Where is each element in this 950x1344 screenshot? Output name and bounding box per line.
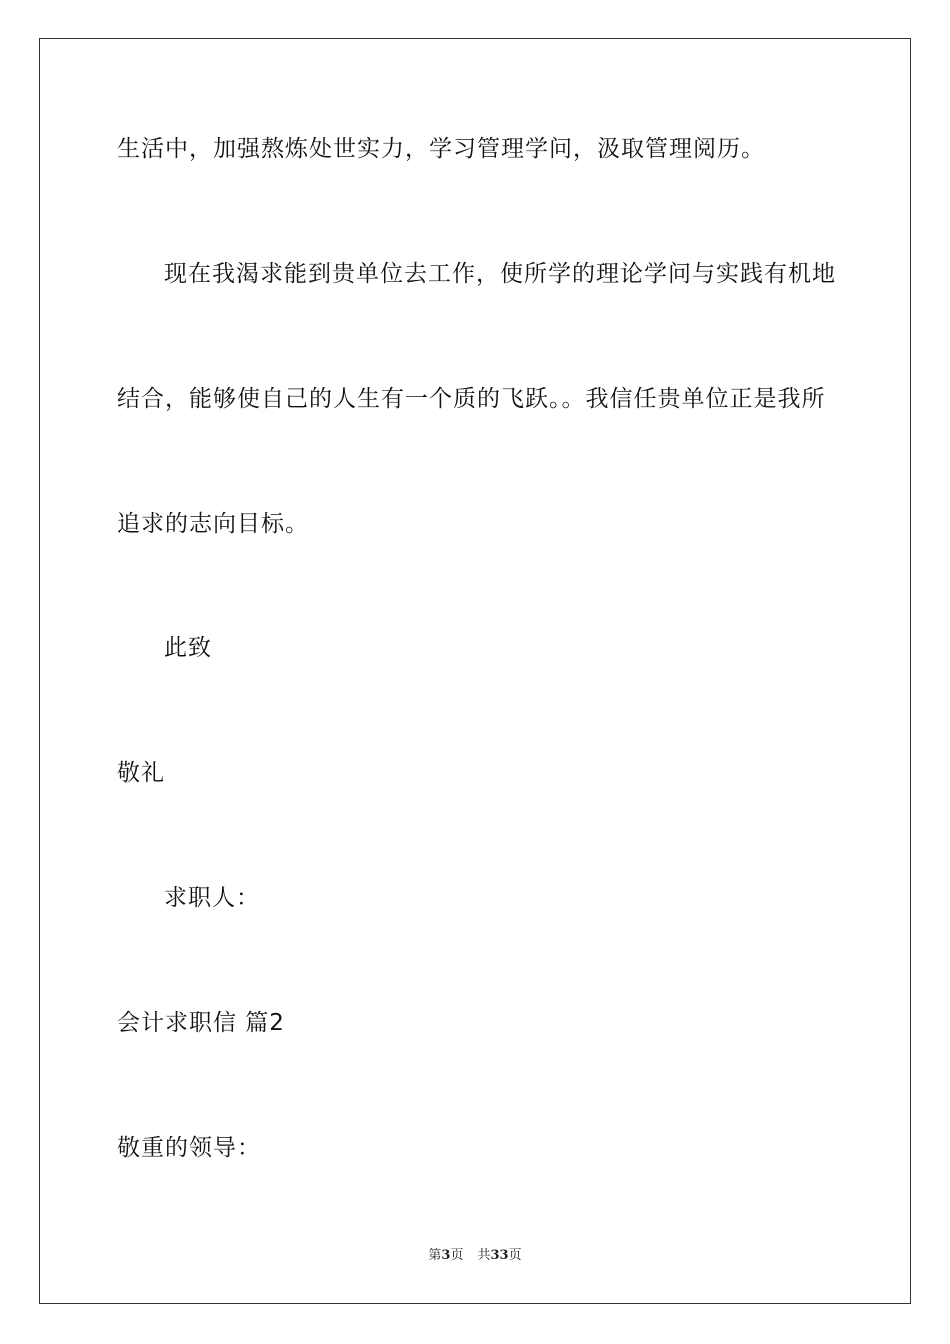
- body-text-line: 追求的志向目标。: [117, 511, 309, 537]
- body-text-line: 现在我渴求能到贵单位去工作，使所学的理论学问与实践有机地: [164, 261, 836, 287]
- signature-label: 求职人：: [164, 885, 260, 911]
- section-heading: 会计求职信 篇2: [117, 1010, 285, 1036]
- page-suffix: 页: [450, 1248, 464, 1263]
- closing-salutation: 此致: [164, 635, 212, 661]
- page-number: 3: [441, 1248, 451, 1263]
- page-prefix: 第: [428, 1248, 442, 1263]
- page-border: [39, 38, 911, 1304]
- closing-regards: 敬礼: [117, 760, 165, 786]
- page-footer: [0, 1247, 950, 1265]
- greeting-line: 敬重的领导：: [117, 1135, 261, 1161]
- total-prefix: 共: [477, 1248, 491, 1263]
- total-pages: 33: [490, 1248, 509, 1263]
- body-text-line: 结合，能够使自己的人生有一个质的飞跃。。我信任贵单位正是我所: [117, 386, 826, 412]
- body-text-line: 生活中，加强熬炼处世实力，学习管理学问，汲取管理阅历。: [117, 136, 765, 162]
- total-suffix: 页: [508, 1248, 522, 1263]
